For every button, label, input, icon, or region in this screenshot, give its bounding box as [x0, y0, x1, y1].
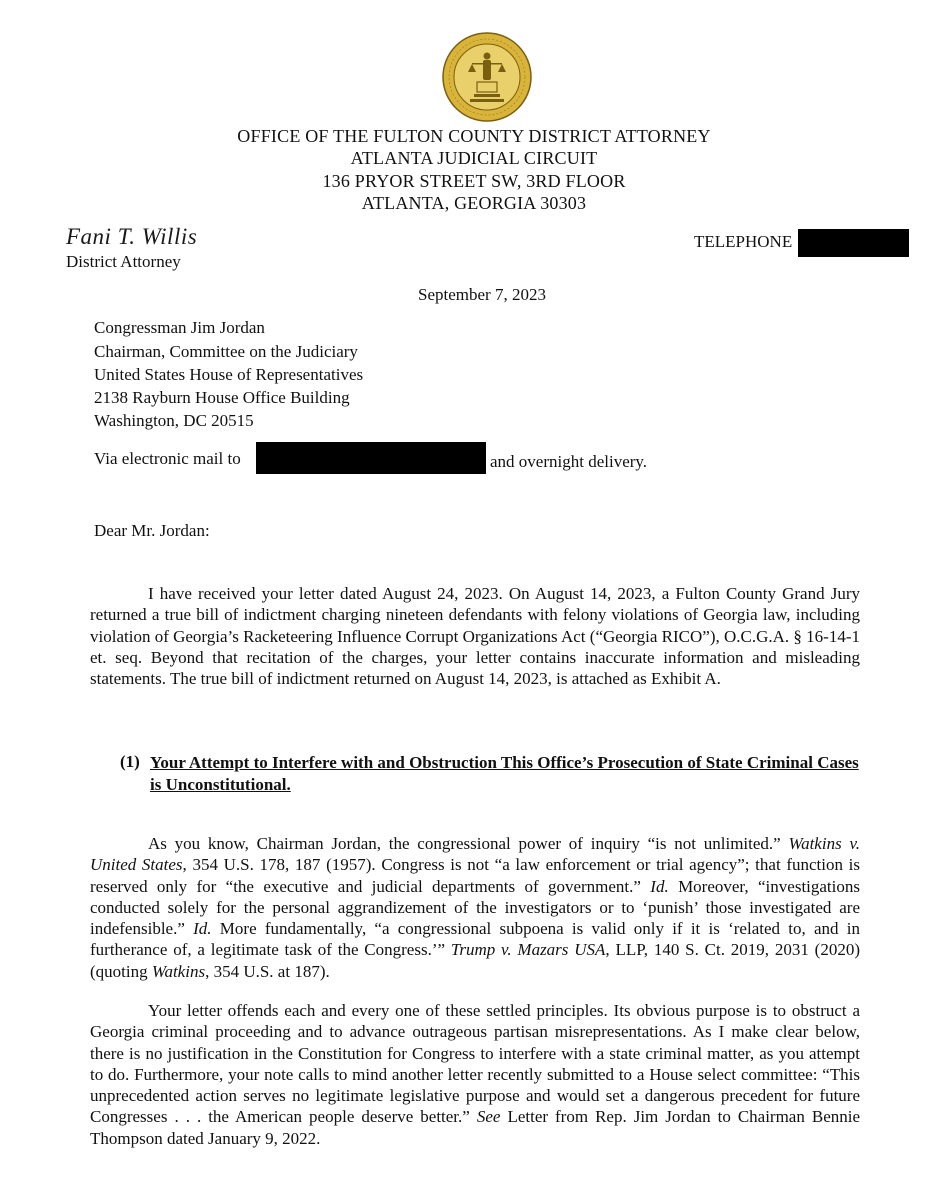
telephone-redaction — [798, 229, 909, 257]
signal-see: See — [476, 1107, 501, 1127]
citation-mazars: Trump v. Mazars USA — [450, 940, 606, 960]
section-number: (1) — [120, 752, 140, 771]
email-redaction — [256, 442, 486, 474]
telephone-label: TELEPHONE — [694, 232, 793, 251]
delivery-suffix: and overnight delivery. — [490, 452, 648, 471]
recipient-org: United States House of Representatives — [94, 365, 364, 384]
paragraph-principles: Your letter offends each and every one of these settled principles. Its obvious purpose is to obstruct a Georgia criminal proceeding and to advance outrageous partisan misrepresentations. As I make clear below, there is no justification in the Constitution for Congress to interfere with a state criminal matter, as you attempt to do. Furthermore, your note calls to mind another letter recently submitted to a House select committee: “This unprecedented action serves no legitimate legislative purpose and would set a dangerous precedent for future Congresses . . . the American people deserve better.” See Letter from Rep. Jim Jordan to Chairman Bennie Thompson dated January 9, 2022. — [90, 1001, 861, 1148]
citation-watkins: Watkins v. United States — [90, 834, 860, 875]
citation-id: Id. — [650, 876, 669, 896]
letterhead-city: ATLANTA, GEORGIA 30303 — [361, 193, 587, 213]
letterhead-office: OFFICE OF THE FULTON COUNTY DISTRICT ATTORNEY — [237, 126, 711, 146]
recipient-name: Congressman Jim Jordan — [94, 318, 265, 337]
seal-icon — [442, 32, 532, 122]
letterhead-circuit: ATLANTA JUDICIAL CIRCUIT — [350, 148, 598, 168]
paragraph-inquiry: As you know, Chairman Jordan, the congressional power of inquiry “is not unlimited.” Watkins v. United States, 354 U.S. 178, 187 (1957). Congress is not “a law enforcement or trial agency”; that function is reserved only for “the executive and judicial departments of government.” Id. Moreover, “investigations conducted solely for the personal aggrandizement of the investigators or to ‘punish’ those investigated are indefensible.” Id. More fundamentally, “a congressional subpoena is valid only if it is ‘related to, and in furtherance of, a legitimate task of the Congress.’” Trump v. Mazars USA, LLP, 140 S. Ct. 2019, 2031 (2020) (quoting Watkins, 354 U.S. at 187). — [90, 834, 860, 981]
citation-watkins-short: Watkins — [151, 961, 206, 981]
letter-date: September 7, 2023 — [418, 285, 546, 304]
sender-title: District Attorney — [66, 252, 181, 271]
recipient-city: Washington, DC 20515 — [94, 411, 254, 430]
recipient-title: Chairman, Committee on the Judiciary — [94, 342, 358, 361]
sender-signature: Fani T. Willis — [66, 224, 198, 249]
delivery-prefix: Via electronic mail to — [94, 449, 241, 468]
recipient-building: 2138 Rayburn House Office Building — [94, 388, 350, 407]
salutation: Dear Mr. Jordan: — [94, 521, 210, 540]
citation-id: Id. — [193, 919, 212, 939]
letterhead-street: 136 PRYOR STREET SW, 3RD FLOOR — [322, 171, 626, 191]
paragraph-intro: I have received your letter dated August 24, 2023. On August 14, 2023, a Fulton County Grand Jury returned a true bill of indictment charging nineteen defendants with felony violations of Georgia law, including violation of Georgia’s Racketeering Influence Corrupt Organizations Act (“Georgia RICO”), O.C.G.A. § 16-14-1 et. seq. Beyond that recitation of the charges, your letter contains inaccurate information and misleading statements. The true bill of indictment returned on August 14, 2023, is attached as Exhibit A. — [90, 584, 860, 689]
section-heading: Your Attempt to Interfere with and Obstruction This Office’s Prosecution of State Criminal Cases is Unconstitutional. — [150, 753, 859, 794]
